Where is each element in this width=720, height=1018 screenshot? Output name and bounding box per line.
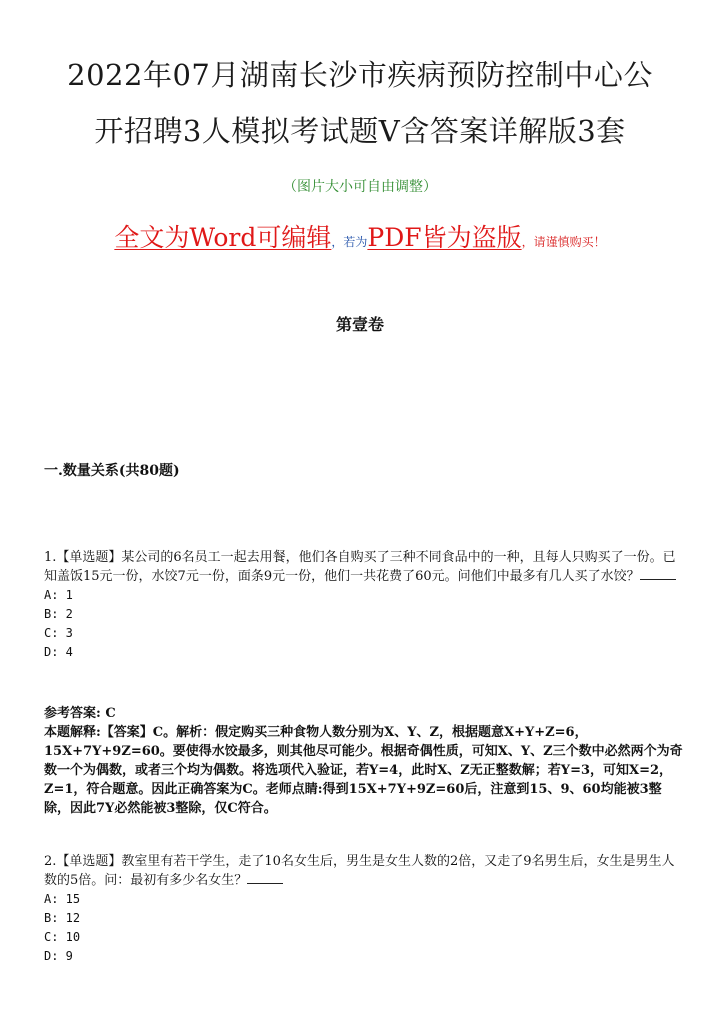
question-1 <box>44 548 684 662</box>
document-title-line-2: 开招聘3人模拟考试题V含答案详解版3套 <box>94 114 626 148</box>
notice-word-editable: 全文为Word可编辑 <box>114 223 332 252</box>
question-1-option-d: D: 4 <box>44 645 73 659</box>
question-1-option-a: A: 1 <box>44 588 73 602</box>
question-2-option-a: A: 15 <box>44 892 81 906</box>
volume-heading: 第壹卷 <box>335 315 384 334</box>
document-title-line-1: 2022年07月湖南长沙市疾病预防控制中心公 <box>67 58 653 92</box>
question-2-text: 2.【单选题】教室里有若干学生，走了10名女生后，男生是女生人数的2倍，又走了9名男生后，女生是男生人数的5倍。问：最初有多少名女生？ <box>44 854 675 888</box>
question-1-answer-block <box>44 704 684 818</box>
question-2 <box>44 852 684 966</box>
question-2-option-d: D: 9 <box>44 949 73 963</box>
question-1-stem <box>44 548 684 586</box>
question-2-option-b: B: 12 <box>44 911 81 925</box>
answer-blank <box>640 567 676 580</box>
question-1-explanation: 本题解释:【答案】C。解析：假定购买三种食物人数分别为X、Y、Z，根据题意X+Y+Z=6，15X+7Y+9Z=60。要使得水饺最多，则其他尽可能少。根据奇偶性质，可知X、Y、Z三个数中必然两个为奇数一个为偶数，或者三个均为偶数。将选项代入验证，若Y=4，此时X、Z无正整数解；若Y=3，可知X=2，Z=1，符合题意。因此正确答案为C。老师点睛:得到15X+7Y+9Z=60后，注意到15、9、60均能被3整除，因此7Y必然能被3整除，仅C符合。 <box>44 725 683 816</box>
section-heading: 一.数量关系(共80题) <box>44 463 180 479</box>
answer-blank <box>247 871 283 884</box>
question-2-option-c: C: 10 <box>44 930 81 944</box>
copyright-notice <box>0 218 720 254</box>
question-1-answer: 参考答案: C <box>44 706 116 721</box>
notice-separator: ，若为 <box>331 235 368 249</box>
question-2-stem <box>44 852 684 890</box>
question-1-option-c: C: 3 <box>44 626 73 640</box>
notice-pdf-pirated: PDF皆为盗版 <box>367 223 522 252</box>
notice-caution: ，请谨慎购买！ <box>521 235 606 249</box>
question-1-option-b: B: 2 <box>44 607 73 621</box>
subtitle: （图片大小可自由调整） <box>283 179 437 195</box>
question-1-text: 1.【单选题】某公司的6名员工一起去用餐，他们各自购买了三种不同食品中的一种，且每人只购买了一份。已知盖饭15元一份，水饺7元一份，面条9元一份，他们一共花费了60元。问他们中最多有几人买了水饺？ <box>44 550 676 584</box>
